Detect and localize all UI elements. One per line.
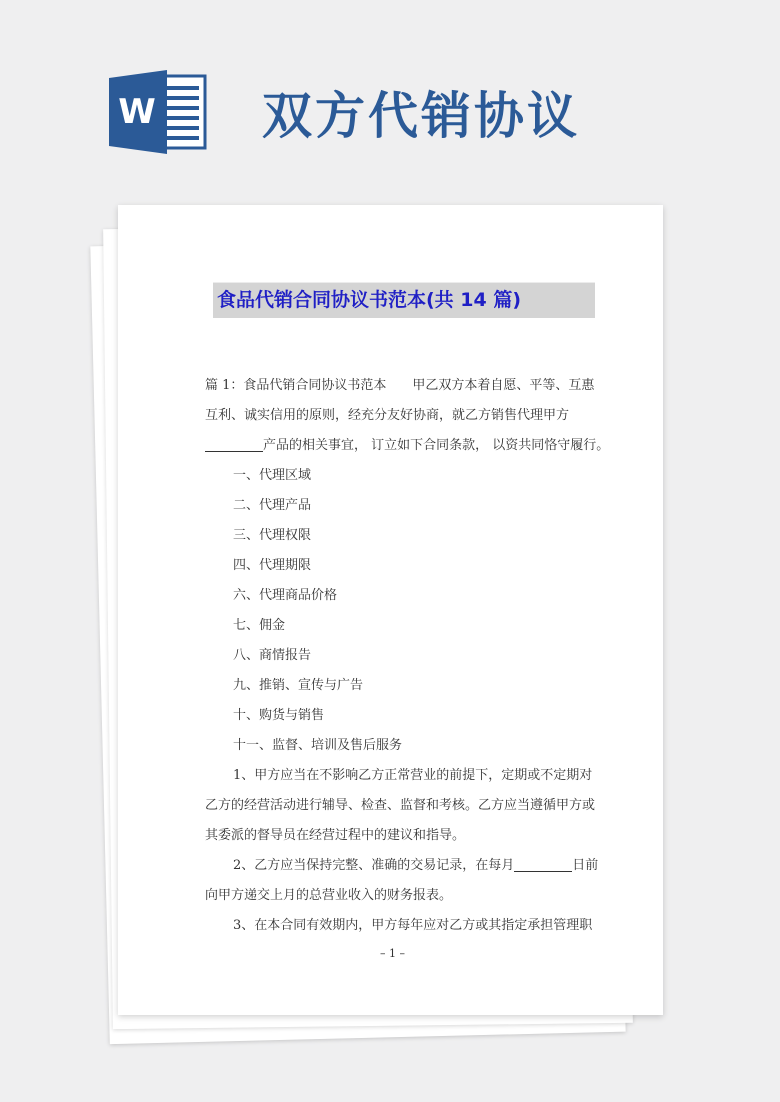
section-heading: 七、佣金	[233, 618, 286, 633]
logo-letter: W	[118, 92, 156, 132]
intro-line-3-text: 产品的相关事宜， 订立如下合同条款， 以资共同恪守履行。	[263, 438, 610, 453]
fill-in-blank	[205, 434, 263, 452]
fill-in-blank	[514, 854, 572, 872]
intro-line-1: 篇 1：食品代销合同协议书范本 甲乙双方本着自愿、平等、互惠	[205, 378, 595, 393]
clause-2-line-2: 向甲方递交上月的总营业收入的财务报表。	[205, 888, 453, 903]
document-title: 食品代销合同协议书范本(共 14 篇)	[213, 282, 595, 318]
section-heading: 九、推销、宣传与广告	[233, 678, 364, 693]
section-heading: 八、商情报告	[233, 648, 312, 663]
section-heading: 六、代理商品价格	[233, 588, 338, 603]
intro-line-2: 互利、诚实信用的原则，经充分友好协商，就乙方销售代理甲方	[205, 408, 570, 423]
intro-line-3	[205, 431, 615, 461]
clause-2-line-1	[205, 851, 615, 881]
document-body	[205, 371, 615, 941]
section-heading: 四、代理期限	[233, 558, 312, 573]
clause-1-line-1: 1、甲方应当在不影响乙方正常营业的前提下，定期或不定期对	[233, 768, 593, 783]
word-icon	[109, 70, 208, 154]
section-heading: 三、代理权限	[233, 528, 312, 543]
clause-1-line-2: 乙方的经营活动进行辅导、检查、监督和考核。乙方应当遵循甲方或	[205, 798, 596, 813]
clause-2-text-b: 日前	[572, 858, 599, 873]
clause-1-line-3: 其委派的督导员在经营过程中的建议和指导。	[205, 828, 466, 843]
clause-2-text-a: 2、乙方应当保持完整、准确的交易记录，在每月	[233, 858, 515, 873]
section-heading: 十、购货与销售	[233, 708, 325, 723]
clause-3-line-1: 3、在本合同有效期内，甲方每年应对乙方或其指定承担管理职	[233, 918, 593, 933]
page-title: 双方代销协议	[262, 87, 580, 145]
section-heading: 二、代理产品	[233, 498, 312, 513]
page-number: – 1 –	[380, 947, 405, 960]
section-heading: 一、代理区域	[233, 468, 312, 483]
section-heading: 十一、监督、培训及售后服务	[233, 738, 403, 753]
